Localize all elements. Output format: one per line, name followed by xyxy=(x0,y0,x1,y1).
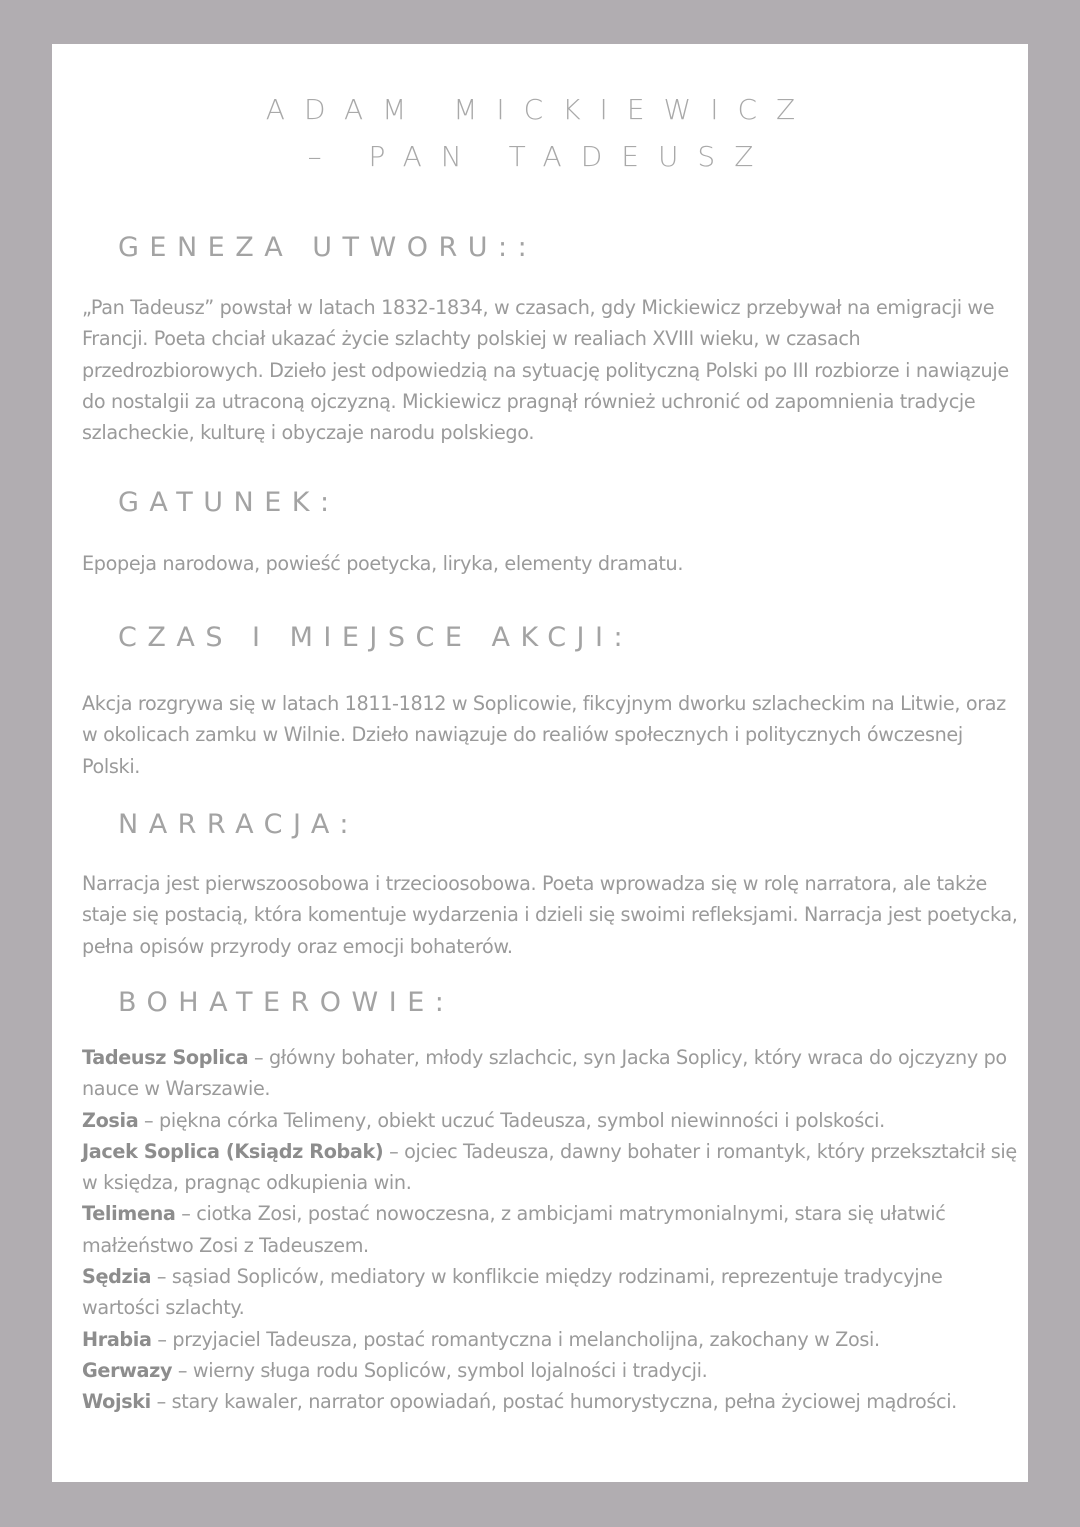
character-name: Telimena xyxy=(82,1202,176,1226)
character-description: – piękna córka Telimeny, obiekt uczuć Tadeusza, symbol niewinności i polskości. xyxy=(138,1108,885,1132)
character-description: – wierny sługa rodu Sopliców, symbol lojalności i tradycji. xyxy=(172,1358,708,1382)
section-heading-gatunek: GATUNEK: xyxy=(118,487,340,518)
character-entry xyxy=(82,1355,1022,1386)
section-heading-narracja: NARRACJA: xyxy=(118,809,360,840)
character-entry xyxy=(82,1136,1022,1199)
document-title-author: ADAM MICKIEWICZ xyxy=(265,93,815,126)
section-text-narracja: Narracja jest pierwszoosobowa i trzecioosobowa. Poeta wprowadza się w rolę narratora, ale także staje się postacią, która komentuje wydarzenia i dzieli się swoimi refleksjami. Narracja jest poetycka, pełna opisów przyrody oraz emocji bohaterów. xyxy=(82,872,1018,958)
character-name: Hrabia xyxy=(82,1327,152,1351)
character-name: Sędzia xyxy=(82,1265,152,1289)
character-description: – stary kawaler, narrator opowiadań, postać humorystyczna, pełna życiowej mądrości. xyxy=(150,1390,957,1414)
character-entry xyxy=(82,1386,1022,1417)
character-description: – ciotka Zosi, postać nowoczesna, z ambicjami matrymonialnymi, stara się ułatwić małżeństwo Zosi z Tadeuszem. xyxy=(82,1202,946,1257)
character-entry xyxy=(82,1198,1022,1261)
character-description: – przyjaciel Tadeusza, postać romantyczna i melancholijna, zakochany w Zosi. xyxy=(151,1327,880,1351)
character-name: Jacek Soplica (Ksiądz Robak) xyxy=(82,1139,384,1163)
character-name: Tadeusz Soplica xyxy=(82,1046,249,1069)
character-name: Gerwazy xyxy=(82,1358,173,1382)
document-title-work: – PAN TADEUSZ xyxy=(307,140,773,173)
character-description: – sąsiad Sopliców, mediatory w konflikcie między rodzinami, reprezentuje tradycyjne wartości szlachty. xyxy=(82,1265,943,1320)
section-text-gatunek: Epopeja narodowa, powieść poetycka, liryka, elementy dramatu. xyxy=(82,552,684,575)
character-description: – główny bohater, młody szlachcic, syn Jacka Soplicy, który wraca do ojczyzny po nauce w Warszawie. xyxy=(82,1046,1007,1101)
character-entry xyxy=(82,1042,1022,1105)
section-text-geneza: „Pan Tadeusz” powstał w latach 1832-1834, w czasach, gdy Mickiewicz przebywał na emigracji we Francji. Poeta chciał ukazać życie szlachty polskiej w realiach XVIII wieku, w czasach przedrozbiorowych. Dzieło jest odpowiedzią na sytuację polityczną Polski po III rozbiorze i nawiązuje do nostalgii za utraconą ojczyzną. Mickiewicz pragnął również uchronić od zapomnienia tradycje szlacheckie, kulturę i obyczaje narodu polskiego. xyxy=(82,296,1009,445)
section-text-czas: Akcja rozgrywa się w latach 1811-1812 w Soplicowie, fikcyjnym dworku szlacheckim na Litwie, oraz w okolicach zamku w Wilnie. Dzieło nawiązuje do realiów społecznych i politycznych ówczesnej Polski. xyxy=(82,692,1006,778)
character-entry xyxy=(82,1261,1022,1324)
characters-list xyxy=(82,1042,1022,1418)
character-entry xyxy=(82,1105,1022,1136)
character-description: – ojciec Tadeusza, dawny bohater i romantyk, który przekształcił się w księdza, pragnąc odkupienia win. xyxy=(82,1139,1017,1195)
section-heading-geneza: GENEZA UTWORU:: xyxy=(118,232,538,263)
character-name: Zosia xyxy=(82,1108,139,1132)
document-page xyxy=(52,44,1028,1482)
character-entry xyxy=(82,1324,1022,1355)
character-name: Wojski xyxy=(82,1390,151,1414)
section-heading-czas: CZAS I MIEJSCE AKCJI: xyxy=(118,622,634,653)
section-heading-bohaterowie: BOHATEROWIE: xyxy=(118,987,455,1018)
